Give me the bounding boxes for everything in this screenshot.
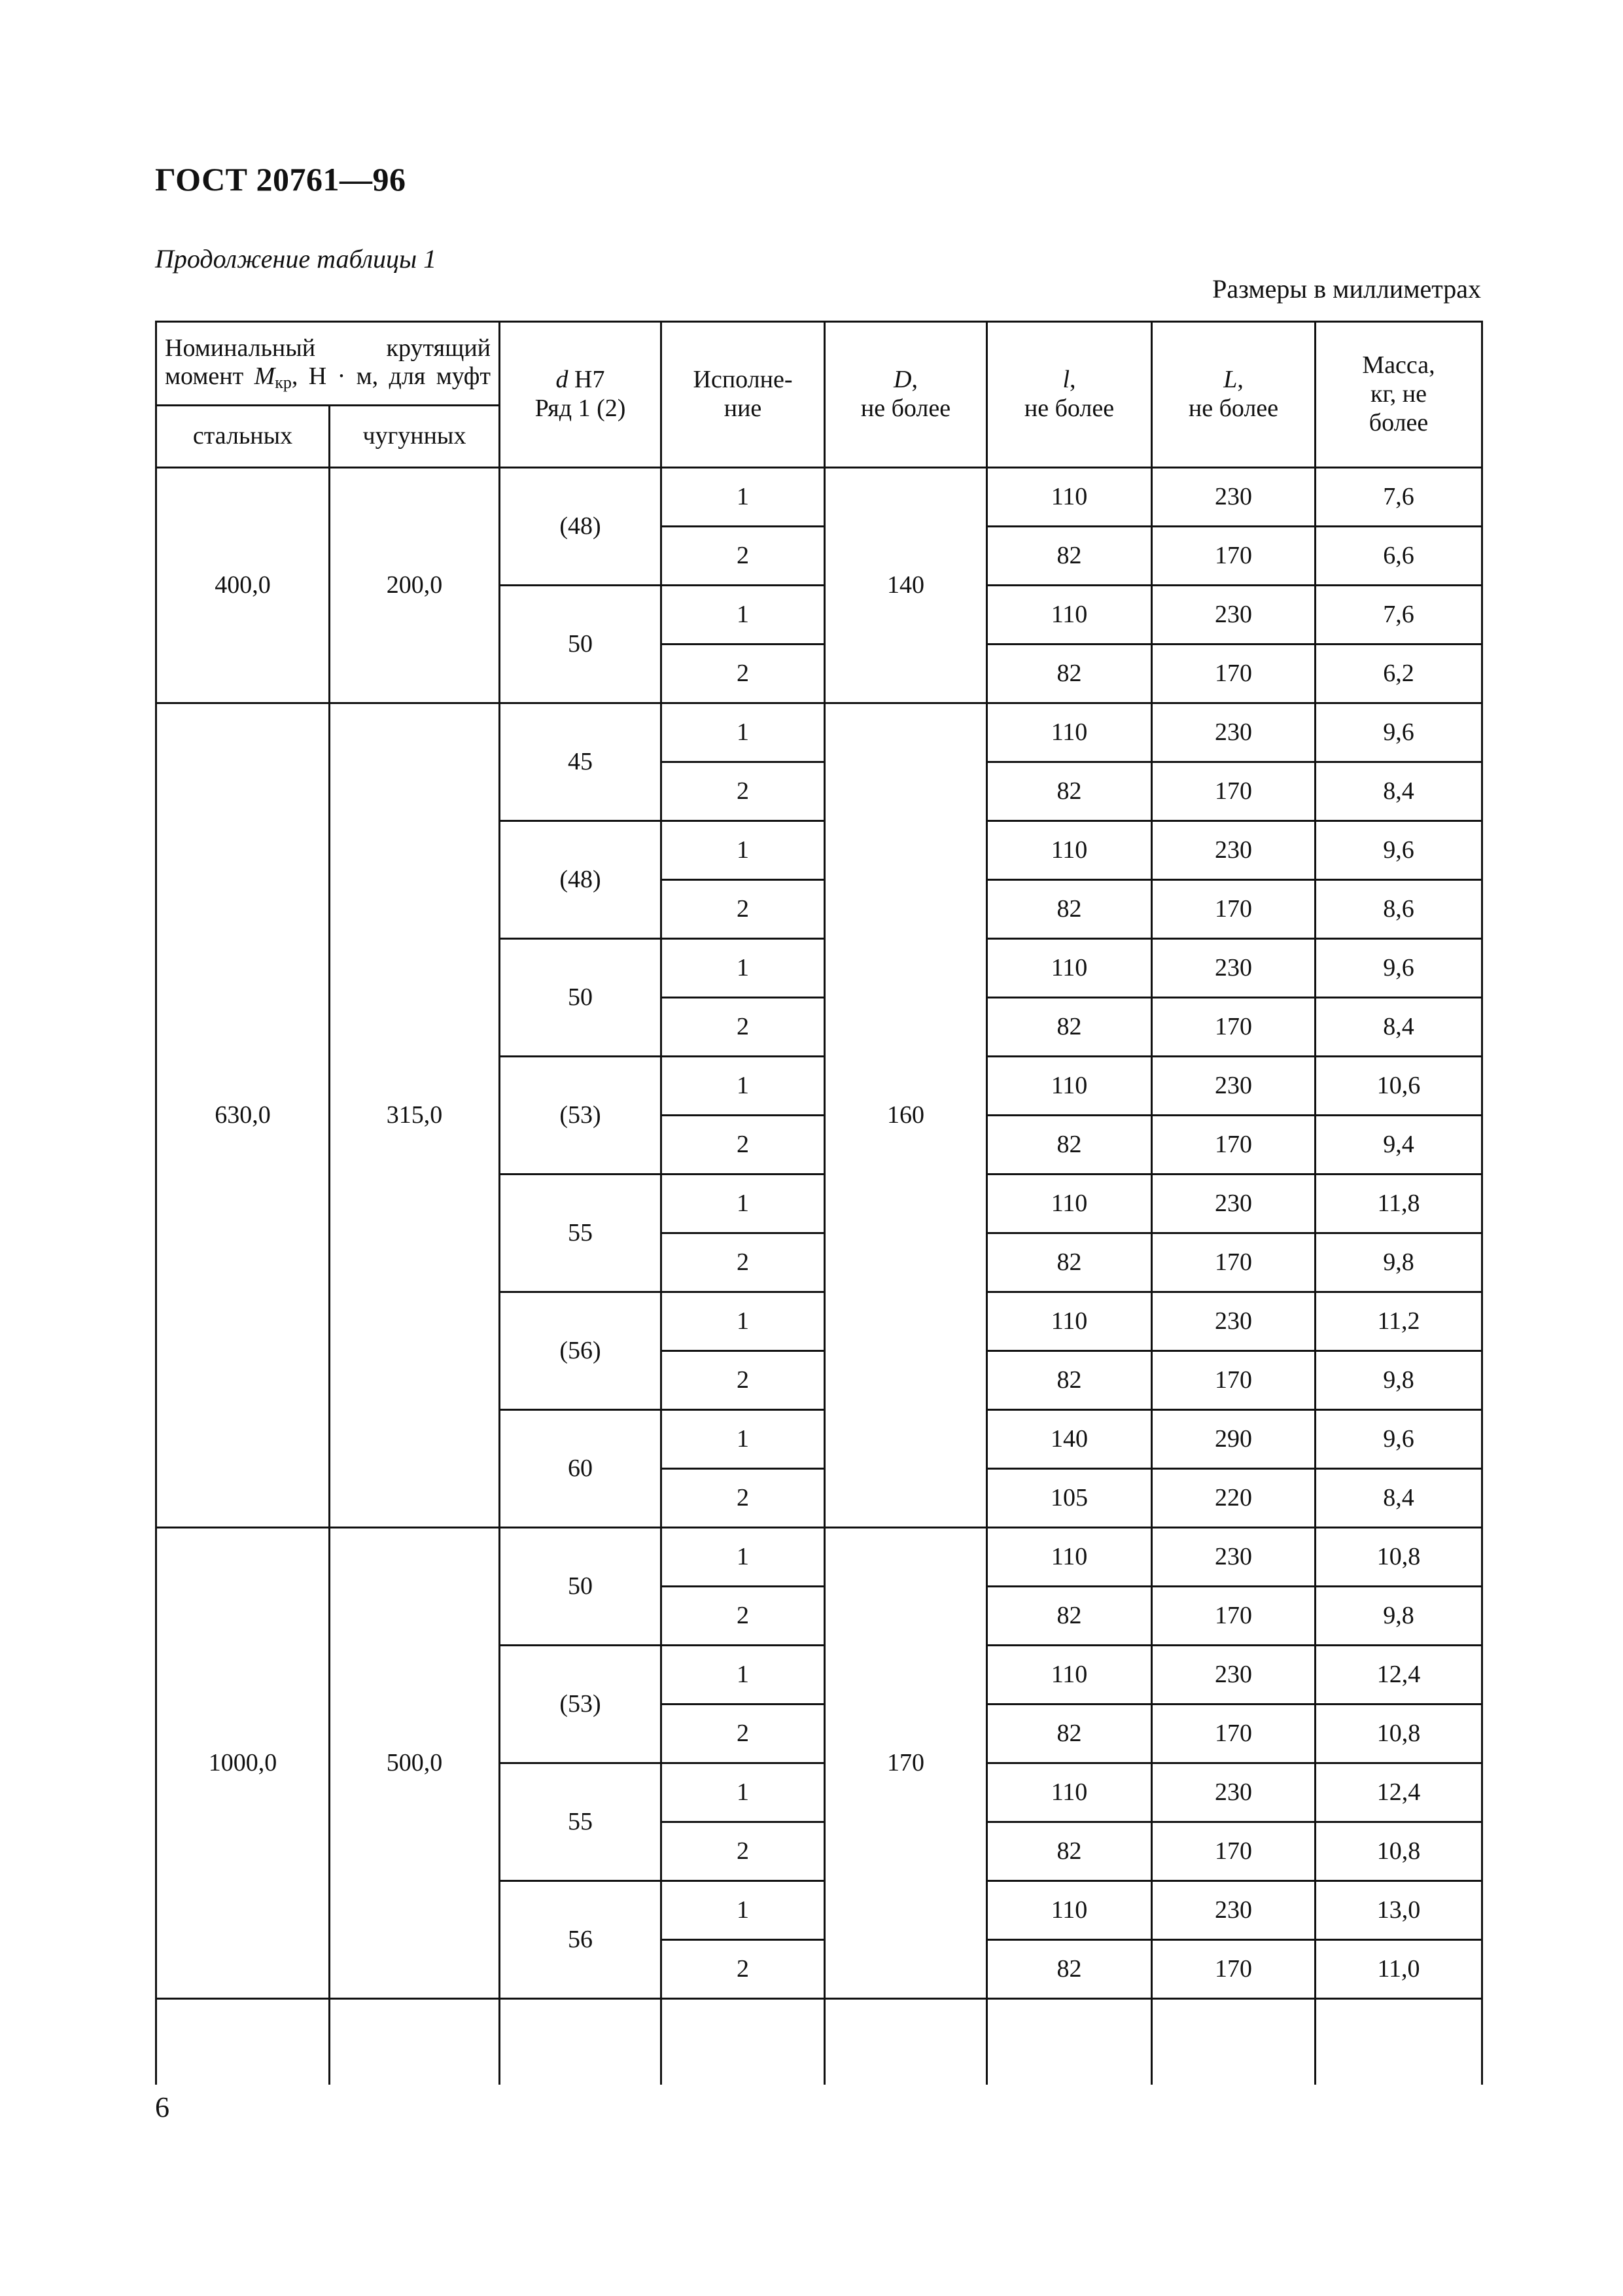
cell-l: 110 [987,1763,1152,1822]
cell-l: 82 [987,1587,1152,1646]
empty-cell [1152,1999,1316,2085]
cell-mass: 8,4 [1316,998,1482,1057]
cell-L: 230 [1152,1881,1316,1940]
cell-mass: 9,6 [1316,703,1482,762]
cell-l: 82 [987,998,1152,1057]
cell-version: 2 [661,762,825,821]
cell-l: 82 [987,1233,1152,1292]
cell-mass: 9,4 [1316,1116,1482,1174]
cell-L: 170 [1152,645,1316,703]
cell-L: 170 [1152,1704,1316,1763]
cell-L: 170 [1152,1233,1316,1292]
cell-L: 170 [1152,1822,1316,1881]
header-nominal-torque: Номинальный крутящий момент Mкр, Н · м, для муфт [156,322,500,406]
cell-L: 170 [1152,527,1316,586]
header-d-h7: d H7 Ряд 1 (2) [500,322,661,468]
cell-l: 110 [987,821,1152,880]
cell-torque-cast-iron: 500,0 [330,1528,500,1999]
cell-mass: 13,0 [1316,1881,1482,1940]
cell-version: 1 [661,703,825,762]
cell-mass: 10,6 [1316,1057,1482,1116]
units-note: Размеры в миллиметрах [1212,274,1481,304]
cell-version: 2 [661,1704,825,1763]
cell-d-h7: (48) [500,468,661,586]
cell-L: 170 [1152,880,1316,939]
cell-version: 1 [661,586,825,645]
cell-mass: 9,8 [1316,1587,1482,1646]
cell-L: 230 [1152,703,1316,762]
cell-mass: 10,8 [1316,1528,1482,1587]
cell-version: 2 [661,998,825,1057]
cell-l: 110 [987,1646,1152,1704]
cell-version: 1 [661,1646,825,1704]
cell-version: 1 [661,1763,825,1822]
cell-L: 230 [1152,586,1316,645]
cell-l: 82 [987,1351,1152,1410]
cell-L: 230 [1152,821,1316,880]
cell-L: 170 [1152,762,1316,821]
cell-version: 2 [661,1351,825,1410]
table-continuation-row [156,1999,1482,2085]
cell-version: 1 [661,1174,825,1233]
header-steel: стальных [156,406,330,468]
cell-D: 160 [825,703,987,1528]
cell-mass: 8,6 [1316,880,1482,939]
cell-mass: 7,6 [1316,586,1482,645]
cell-L: 230 [1152,1646,1316,1704]
cell-version: 2 [661,527,825,586]
cell-version: 1 [661,939,825,998]
cell-l: 110 [987,939,1152,998]
cell-mass: 11,2 [1316,1292,1482,1351]
cell-version: 2 [661,1233,825,1292]
cell-mass: 8,4 [1316,1469,1482,1528]
cell-version: 2 [661,1587,825,1646]
empty-cell [1316,1999,1482,2085]
cell-version: 2 [661,1469,825,1528]
cell-version: 2 [661,645,825,703]
cell-L: 230 [1152,468,1316,527]
cell-L: 230 [1152,1057,1316,1116]
cell-torque-steel: 400,0 [156,468,330,703]
cell-L: 170 [1152,998,1316,1057]
cell-d-h7: 50 [500,1528,661,1646]
cell-version: 2 [661,1940,825,1999]
cell-d-h7: 55 [500,1763,661,1881]
cell-l: 110 [987,1057,1152,1116]
cell-d-h7: 50 [500,586,661,703]
cell-d-h7: (53) [500,1646,661,1763]
cell-torque-steel: 630,0 [156,703,330,1528]
cell-l: 82 [987,527,1152,586]
table-continuation-caption: Продолжение таблицы 1 [155,244,437,274]
cell-d-h7: (48) [500,821,661,939]
cell-mass: 9,6 [1316,821,1482,880]
cell-l: 82 [987,1116,1152,1174]
cell-L: 230 [1152,1528,1316,1587]
table-body [156,468,1482,2085]
cell-version: 1 [661,1057,825,1116]
cell-mass: 7,6 [1316,468,1482,527]
cell-mass: 11,0 [1316,1940,1482,1999]
cell-mass: 10,8 [1316,1822,1482,1881]
empty-cell [330,1999,500,2085]
cell-L: 170 [1152,1351,1316,1410]
cell-torque-cast-iron: 200,0 [330,468,500,703]
cell-d-h7: 60 [500,1410,661,1528]
cell-l: 140 [987,1410,1152,1469]
cell-l: 82 [987,762,1152,821]
cell-L: 290 [1152,1410,1316,1469]
cell-L: 220 [1152,1469,1316,1528]
cell-L: 230 [1152,1763,1316,1822]
table-row [156,703,1482,762]
page-number: 6 [155,2091,169,2123]
cell-version: 1 [661,1528,825,1587]
cell-l: 110 [987,468,1152,527]
cell-version: 1 [661,1410,825,1469]
cell-L: 170 [1152,1587,1316,1646]
cell-D: 140 [825,468,987,703]
cell-L: 230 [1152,939,1316,998]
cell-version: 1 [661,1292,825,1351]
cell-mass: 12,4 [1316,1646,1482,1704]
header-D: D, не более [825,322,987,468]
cell-l: 110 [987,1292,1152,1351]
cell-l: 82 [987,880,1152,939]
cell-l: 110 [987,1174,1152,1233]
cell-L: 170 [1152,1940,1316,1999]
table-row [156,468,1482,527]
cell-torque-cast-iron: 315,0 [330,703,500,1528]
cell-l: 110 [987,1881,1152,1940]
cell-mass: 11,8 [1316,1174,1482,1233]
header-version: Исполне- ние [661,322,825,468]
empty-cell [987,1999,1152,2085]
cell-l: 82 [987,1822,1152,1881]
cell-l: 105 [987,1469,1152,1528]
cell-D: 170 [825,1528,987,1999]
cell-d-h7: (53) [500,1057,661,1174]
coupling-dimensions-table [155,321,1483,2085]
cell-l: 110 [987,586,1152,645]
cell-mass: 8,4 [1316,762,1482,821]
empty-cell [500,1999,661,2085]
cell-mass: 6,6 [1316,527,1482,586]
cell-l: 110 [987,1528,1152,1587]
cell-d-h7: 45 [500,703,661,821]
header-l: l, не более [987,322,1152,468]
cell-d-h7: (56) [500,1292,661,1410]
cell-d-h7: 50 [500,939,661,1057]
cell-version: 2 [661,1116,825,1174]
cell-mass: 9,8 [1316,1233,1482,1292]
cell-version: 1 [661,1881,825,1940]
empty-cell [156,1999,330,2085]
cell-mass: 10,8 [1316,1704,1482,1763]
cell-l: 82 [987,645,1152,703]
empty-cell [825,1999,987,2085]
cell-l: 110 [987,703,1152,762]
header-L: L, не более [1152,322,1316,468]
cell-d-h7: 56 [500,1881,661,1999]
cell-version: 1 [661,821,825,880]
cell-version: 1 [661,468,825,527]
header-cast-iron: чугунных [330,406,500,468]
cell-mass: 9,6 [1316,1410,1482,1469]
table-row [156,1528,1482,1587]
cell-version: 2 [661,1822,825,1881]
cell-l: 82 [987,1704,1152,1763]
cell-mass: 6,2 [1316,645,1482,703]
cell-L: 230 [1152,1292,1316,1351]
cell-version: 2 [661,880,825,939]
cell-torque-steel: 1000,0 [156,1528,330,1999]
cell-L: 230 [1152,1174,1316,1233]
cell-mass: 9,8 [1316,1351,1482,1410]
cell-d-h7: 55 [500,1174,661,1292]
header-mass: Масса, кг, не более [1316,322,1482,468]
cell-mass: 9,6 [1316,939,1482,998]
document-title: ГОСТ 20761—96 [155,161,406,198]
cell-mass: 12,4 [1316,1763,1482,1822]
empty-cell [661,1999,825,2085]
cell-l: 82 [987,1940,1152,1999]
cell-L: 170 [1152,1116,1316,1174]
